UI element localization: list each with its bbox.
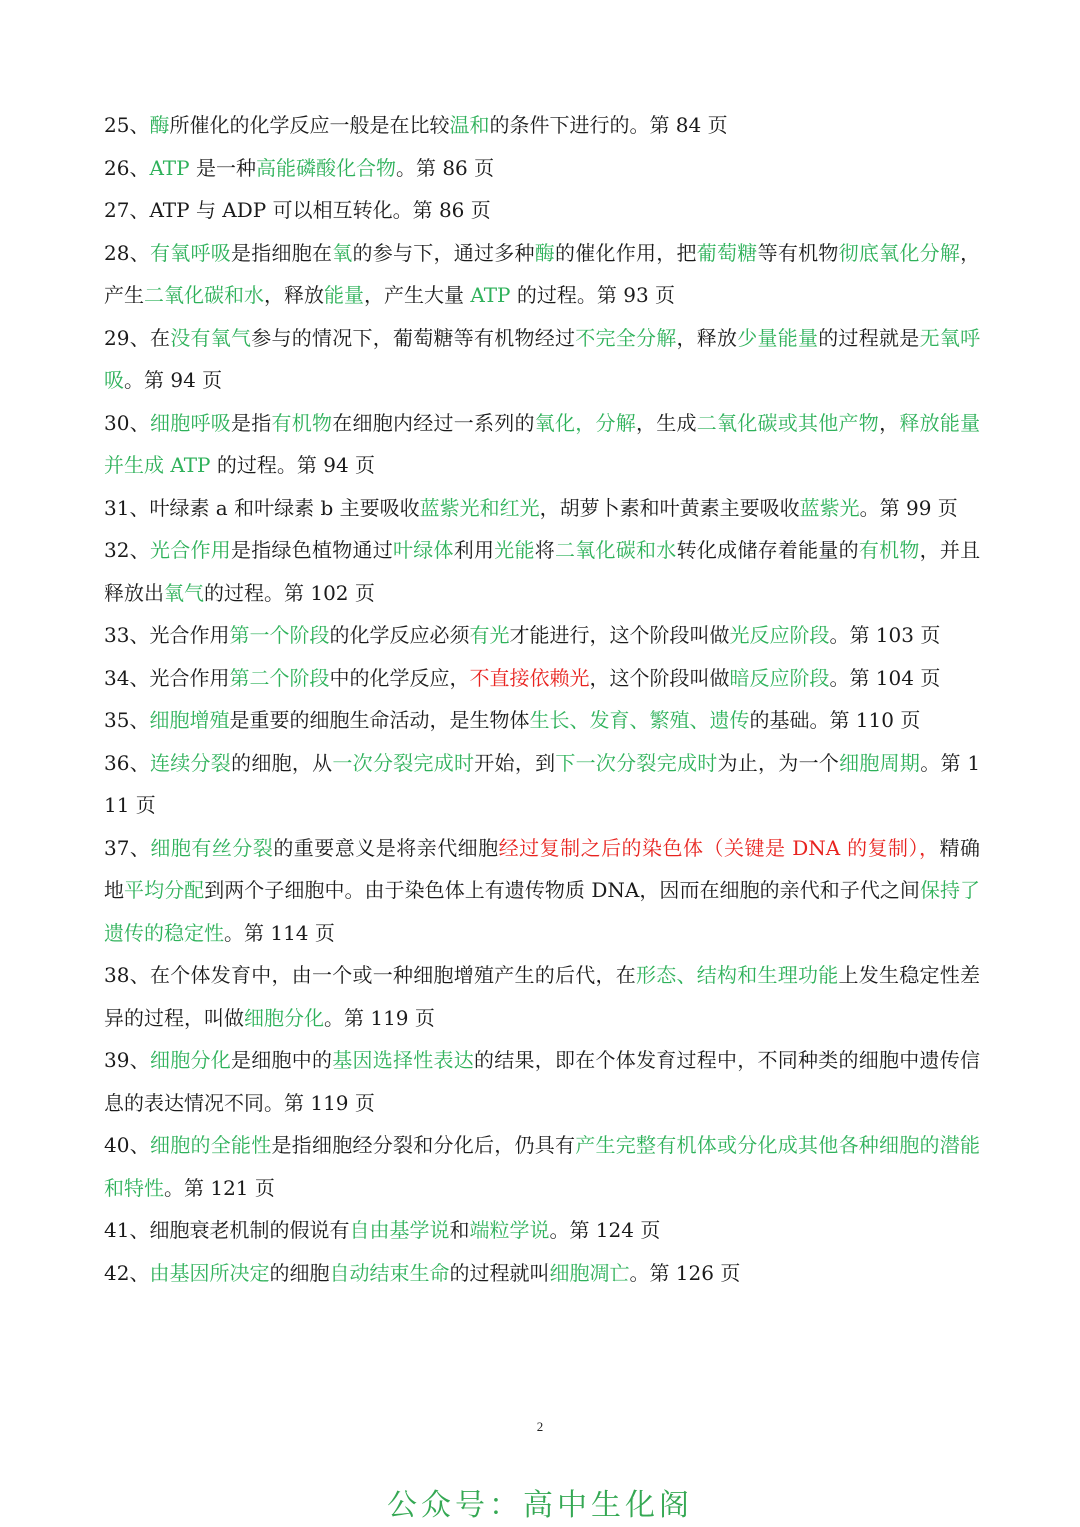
highlight-green-text: 基因选择性表达 [332, 1048, 474, 1072]
highlight-green-text: 细胞有丝分裂 [150, 835, 274, 860]
highlight-green-text: 无氧呼吸 [104, 325, 981, 392]
body-text: 的过程就是 [818, 325, 920, 350]
body-text: ，这个阶段叫做 [589, 665, 730, 690]
body-text: 参与的情况下，葡萄糖等有机物经过 [251, 325, 576, 350]
body-text: 33、光合作用 [104, 623, 230, 647]
highlight-green-text: 由基因所决定 [149, 1260, 270, 1285]
highlight-green-text: 自由基学说 [349, 1218, 450, 1242]
statement-41 [104, 1209, 980, 1252]
highlight-green-text: 有光 [469, 623, 510, 647]
body-text: 转化成储存着能量的 [676, 538, 859, 562]
body-text: 是指 [230, 410, 272, 435]
body-text: 26、 [104, 155, 150, 180]
highlight-green-text: 暗反应阶段 [729, 665, 830, 690]
body-text: 32、 [104, 538, 150, 562]
body-text: 25、 [104, 113, 150, 137]
highlight-green-text: 产生完整有机体或分化成其他各种细胞的潜能和特性 [104, 1133, 981, 1200]
body-text: ，释放 [676, 325, 738, 350]
body-text: 开始，到 [474, 750, 556, 775]
highlight-green-text: 生长、发育、繁殖、遗传 [529, 708, 750, 732]
statement-28 [104, 232, 980, 317]
statement-list [104, 104, 980, 1294]
highlight-green-text: 第一个阶段 [229, 623, 330, 647]
highlight-green-text: ATP [470, 283, 511, 307]
body-text: 利用 [453, 538, 495, 562]
highlight-green-text: 有机物 [271, 410, 333, 435]
body-text: 是细胞中的 [230, 1048, 333, 1072]
statement-25 [104, 104, 980, 147]
body-text: 的细胞 [269, 1260, 330, 1285]
body-text: 的过程。第 94 页 [210, 453, 376, 477]
highlight-green-text: 细胞呼吸 [149, 410, 231, 435]
body-text: 将 [534, 538, 556, 562]
body-text: ，产生 [104, 240, 981, 307]
highlight-red-text: 经过复制之后的染色体（关键是 DNA 的复制）， [498, 835, 940, 860]
body-text: 的参与下，通过多种 [352, 240, 535, 265]
statement-31 [104, 487, 980, 530]
highlight-green-text: 细胞周期 [839, 750, 921, 775]
highlight-green-text: ATP [149, 155, 190, 180]
highlight-green-text: 没有氧气 [170, 325, 252, 350]
statement-33 [104, 614, 980, 657]
body-text: 30、 [104, 410, 150, 435]
statement-42 [104, 1252, 980, 1295]
body-text: 。第 124 页 [549, 1218, 661, 1242]
body-text: 所催化的化学反应一般是在比较 [169, 113, 450, 137]
highlight-green-text: 二氧化碳或其他产物 [696, 410, 880, 435]
body-text: 。第 111 页 [104, 750, 981, 817]
body-text: 才能进行，这个阶段叫做 [509, 623, 730, 647]
highlight-green-text: 自动结束生命 [329, 1260, 450, 1285]
highlight-green-text: 高能磷酸化合物 [255, 155, 396, 180]
highlight-green-text: 平均分配 [124, 878, 205, 902]
body-text: 的化学反应必须 [329, 623, 470, 647]
body-text: 29、在 [104, 325, 171, 350]
body-text: 的重要意义是将亲代细胞 [273, 835, 499, 860]
body-text: 是指细胞经分裂和分化后，仍具有 [271, 1133, 576, 1157]
highlight-green-text: 连续分裂 [149, 750, 232, 775]
highlight-green-text: 氧 [332, 240, 353, 265]
body-text: 。第 114 页 [224, 920, 335, 945]
highlight-green-text: 葡萄糖 [696, 240, 758, 265]
body-text: 到两个子细胞中。由于染色体上有遗传物质 DNA，因而在细胞的亲代和子代之间 [204, 878, 920, 902]
body-text: 中的化学反应， [329, 665, 470, 690]
body-text: ， [879, 410, 900, 435]
highlight-green-text: 细胞的全能性 [149, 1133, 272, 1157]
highlight-green-text: 细胞增殖 [149, 708, 230, 732]
body-text: 的过程就叫 [449, 1260, 550, 1285]
body-text: 。第 119 页 [324, 1005, 435, 1030]
highlight-green-text: 下一次分裂完成时 [555, 750, 718, 775]
highlight-green-text: 蓝紫光和红光 [419, 495, 540, 520]
body-text: 。第 99 页 [859, 495, 958, 520]
body-text: 27、ATP 与 ADP 可以相互转化。第 86 页 [104, 198, 491, 222]
statement-34 [104, 657, 980, 700]
statement-30 [104, 402, 980, 487]
highlight-green-text: 酶 [534, 240, 556, 265]
body-text: 41、细胞衰老机制的假说有 [104, 1218, 350, 1242]
highlight-green-text: 氧化，分解 [534, 410, 637, 435]
body-text: 的细胞，从 [231, 750, 333, 775]
body-text: 。第 86 页 [395, 155, 495, 180]
body-text: 。第 104 页 [829, 665, 941, 690]
body-text: 39、 [104, 1048, 150, 1072]
highlight-green-text: 二氧化碳和水 [144, 283, 264, 307]
body-text: 36、 [104, 750, 150, 775]
highlight-green-text: 一次分裂完成时 [332, 750, 475, 775]
highlight-green-text: 二氧化碳和水 [555, 538, 677, 562]
body-text: 的条件下进行的。第 84 页 [489, 113, 728, 137]
body-text: 。第 103 页 [829, 623, 941, 647]
body-text: 的过程。第 102 页 [204, 580, 375, 605]
statement-37 [104, 827, 980, 955]
body-text: 40、 [104, 1133, 150, 1157]
highlight-green-text: 氧气 [164, 580, 204, 605]
statement-29 [104, 317, 980, 402]
highlight-green-text: 少量能量 [737, 325, 819, 350]
highlight-green-text: 不完全分解 [575, 325, 677, 350]
body-text: 是指绿色植物通过 [230, 538, 393, 562]
highlight-red-text: 不直接依赖光 [469, 665, 590, 690]
highlight-green-text: 能量 [324, 283, 364, 307]
highlight-green-text: 彻底氧化分解 [838, 240, 961, 265]
body-text: ，胡萝卜素和叶黄素主要吸收 [539, 495, 800, 520]
highlight-green-text: 光反应阶段 [729, 623, 830, 647]
statement-32 [104, 529, 980, 614]
highlight-green-text: 保持了遗传的稳定性 [104, 878, 981, 945]
body-text: 是一种 [189, 155, 256, 180]
body-text: 和 [449, 1218, 470, 1242]
body-text: 的结果，即在个体发育过程中，不同种类的细胞中遗传信息的表达情况不同。第 119 页 [104, 1048, 981, 1115]
body-text: ，释放 [264, 283, 324, 307]
body-text: 为止，为一个 [717, 750, 840, 775]
body-text: 。第 94 页 [124, 368, 223, 392]
statement-38 [104, 954, 980, 1039]
body-text: 37、 [104, 835, 151, 860]
body-text: ，产生大量 [364, 283, 471, 307]
body-text: 的催化作用，把 [555, 240, 697, 265]
body-text: 42、 [104, 1260, 150, 1285]
highlight-green-text: 细胞分化 [149, 1048, 231, 1072]
statement-40 [104, 1124, 980, 1209]
body-text: 35、 [104, 708, 150, 732]
page-number: 2 [536, 1419, 544, 1434]
highlight-green-text: 蓝紫光 [799, 495, 860, 520]
highlight-green-text: 有氧呼吸 [149, 240, 231, 265]
footer-watermark: 公众号：高中生化阁 [387, 1488, 693, 1523]
body-text: 的过程。第 93 页 [510, 283, 676, 307]
statement-36 [104, 742, 980, 827]
body-text: 。第 126 页 [629, 1260, 741, 1285]
statement-26 [104, 147, 980, 190]
statement-35 [104, 699, 980, 742]
body-text: 精确地 [104, 835, 980, 902]
body-text: 。第 121 页 [164, 1175, 275, 1200]
highlight-green-text: 形态、结构和生理功能 [635, 963, 839, 987]
highlight-green-text: 细胞凋亡 [549, 1260, 630, 1285]
highlight-green-text: 光合作用 [149, 538, 231, 562]
body-text: 38、在个体发育中，由一个或一种细胞增殖产生的后代，在 [104, 963, 636, 987]
body-text: 34、光合作用 [104, 665, 230, 690]
highlight-green-text: 释放能量并生成 ATP [104, 410, 981, 477]
body-text: 31、叶绿素 a 和叶绿素 b 主要吸收 [104, 495, 420, 520]
highlight-green-text: 端粒学说 [469, 1218, 550, 1242]
highlight-green-text: 温和 [449, 113, 490, 137]
statement-39 [104, 1039, 980, 1124]
body-text: ，生成 [636, 410, 697, 435]
highlight-green-text: 光能 [494, 538, 535, 562]
body-text: 上发生稳定性差异的过程，叫做 [104, 963, 981, 1030]
highlight-green-text: 有机物 [858, 538, 920, 562]
highlight-green-text: 叶绿体 [392, 538, 454, 562]
highlight-green-text: 酶 [149, 113, 170, 137]
body-text: 是重要的细胞生命活动，是生物体 [229, 708, 530, 732]
body-text: 是指细胞在 [230, 240, 333, 265]
body-text: 在细胞内经过一系列的 [332, 410, 535, 435]
body-text: ，并且释放出 [104, 538, 981, 605]
statement-27 [104, 189, 980, 232]
body-text: 28、 [104, 240, 150, 265]
highlight-green-text: 细胞分化 [244, 1005, 324, 1030]
highlight-green-text: 第二个阶段 [229, 665, 330, 690]
body-text: 等有机物 [757, 240, 839, 265]
body-text: 的基础。第 110 页 [749, 708, 921, 732]
